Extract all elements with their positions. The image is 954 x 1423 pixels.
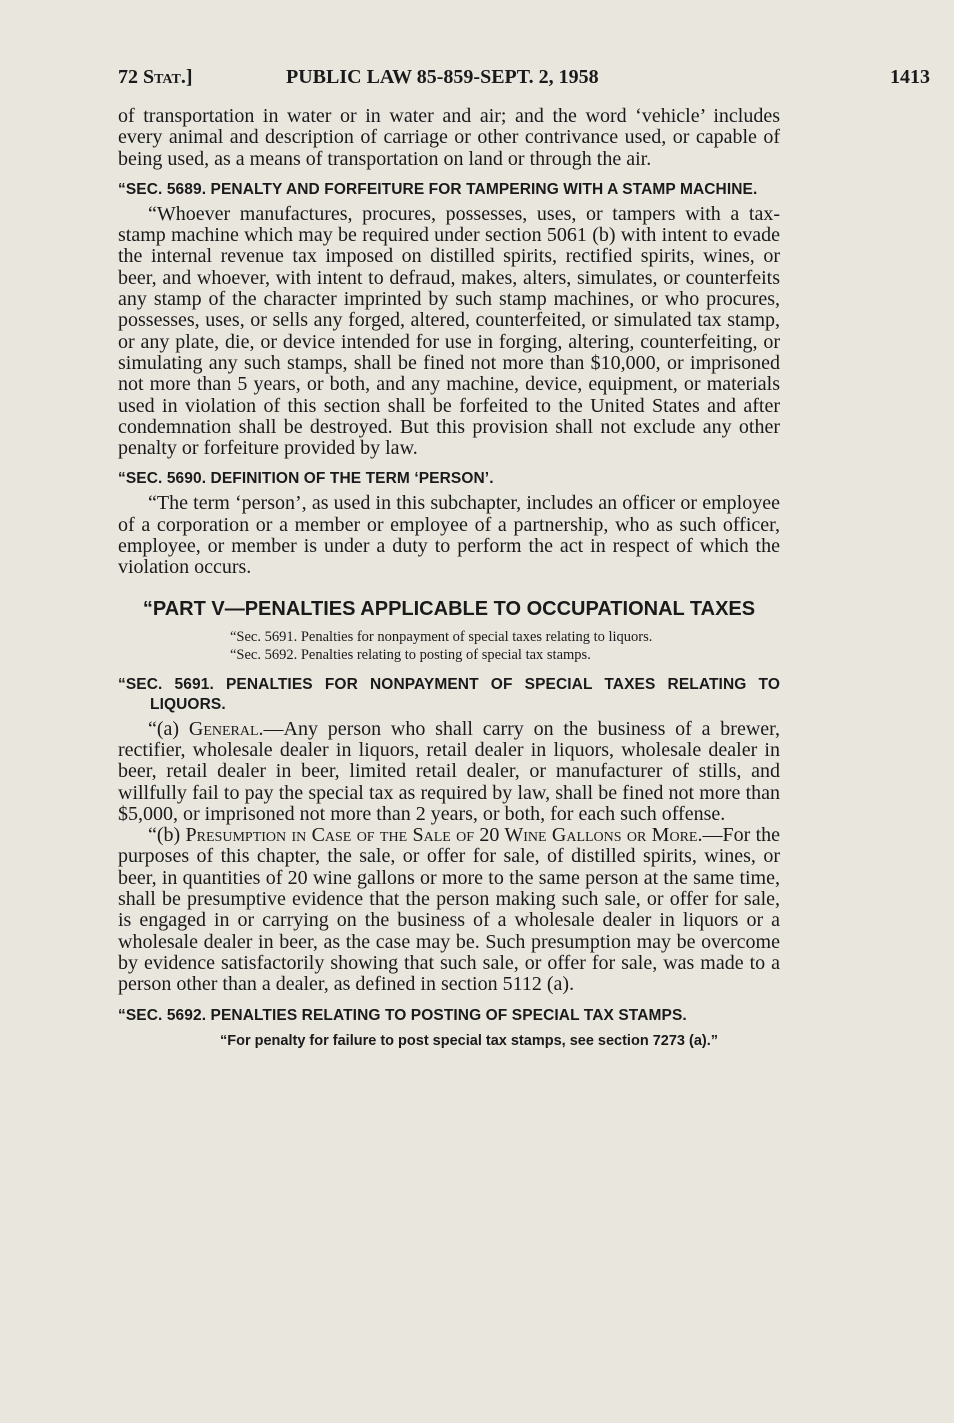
paragraph-continuation: of transportation in water or in water and air; and the word ‘vehicle’ includes every animal and description of carriage or other contrivance used, or capable of being used, as a means of transportation on land or through the air. [118,105,780,170]
toc-entry-5691: “Sec. 5691. Penalties for nonpayment of special taxes relating to liquors. [230,628,653,645]
page-body [118,106,780,1050]
section-5690-heading: “SEC. 5690. DEFINITION OF THE TERM ‘PERSON’. [118,470,494,488]
subsection-a-text: .—Any person who shall carry on the business of a brewer, rectifier, wholesale dealer in liquors, retail dealer in liquors, wholesale dealer in beer, retail dealer in beer, limited retail dealer, or manufacturer of stills, and willfully fail to pay the special tax as required by law, shall be fined not more than $5,000, or imprisoned not more than 2 years, or both, for each such offense. [118,717,780,825]
subsection-b-open: “(b) [148,824,186,847]
statute-citation: 72 Stat.] [118,66,193,88]
part-v-heading: “PART V—PENALTIES APPLICABLE TO OCCUPATIONAL TAXES [142,597,756,620]
section-5689-heading: “SEC. 5689. PENALTY AND FORFEITURE FOR TAMPERING WITH A STAMP MACHINE. [118,180,758,198]
law-title: PUBLIC LAW 85-859-SEPT. 2, 1958 [286,66,599,88]
section-5690-text: “The term ‘person’, as used in this subchapter, includes an officer or employee of a corporation or a member or employee of a partnership, who as such officer, employee, or member is under a duty to perform the act in respect of which the violation occurs. [118,492,780,579]
subsection-b-title: Presumption in Case of the Sale of 20 Wine Gallons or More [185,824,698,847]
section-5692-heading: “SEC. 5692. PENALTIES RELATING TO POSTING OF SPECIAL TAX STAMPS. [118,1006,687,1024]
page-number: 1413 [890,66,930,88]
section-5689-text: “Whoever manufactures, procures, possesses, uses, or tampers with a tax-stamp machine which may be required under section 5061 (b) with intent to evade the internal revenue tax imposed on distilled spirits, rectified spirits, wines, or beer, and whoever, with intent to defraud, makes, alters, simulates, or counterfeits any stamp of the character imprinted by such stamp machines, or who procures, possesses, uses, or sells any forged, altered, counterfeited, or simulated tax stamp, or any plate, die, or device intended for use in forging, altering, counterfeiting, or simulating any such stamps, shall be fined not more than $10,000, or imprisoned not more than 5 years, or both, and any machine, device, equipment, or materials used in violation of this section shall be forfeited to the United States and after condemnation shall be destroyed. But this provision shall not exclude any other penalty or forfeiture provided by law. [118,202,780,460]
page-header [118,66,930,92]
subsection-a [118,719,780,825]
subsection-a-open: “(a) [148,717,189,740]
subsection-b [118,825,780,995]
subsection-a-title: General [188,717,259,740]
section-5691-heading: “SEC. 5691. PENALTIES FOR NONPAYMENT OF SPECIAL TAXES RELATING TO LIQUORS. [118,675,780,713]
toc-entry-5692: “Sec. 5692. Penalties relating to posting of special tax stamps. [230,647,591,664]
subsection-b-text: .—For the purposes of this chapter, the sale, or offer for sale, of distilled spirits, wines, or beer, in quantities of 20 wine gallons or more to the same person at the same time, shall be presumptive evidence that the person making such sale, or offer for sale, is engaged in or carrying on the business of a wholesale dealer in liquors or a wholesale dealer in beer, as the case may be. Such presumption may be overcome by evidence satisfactorily showing that such sale, or offer for sale, was made to a person other than a dealer, as defined in section 5112 (a). [118,824,781,996]
cross-reference-note: “For penalty for failure to post special tax stamps, see section 7273 (a).” [220,1032,718,1049]
